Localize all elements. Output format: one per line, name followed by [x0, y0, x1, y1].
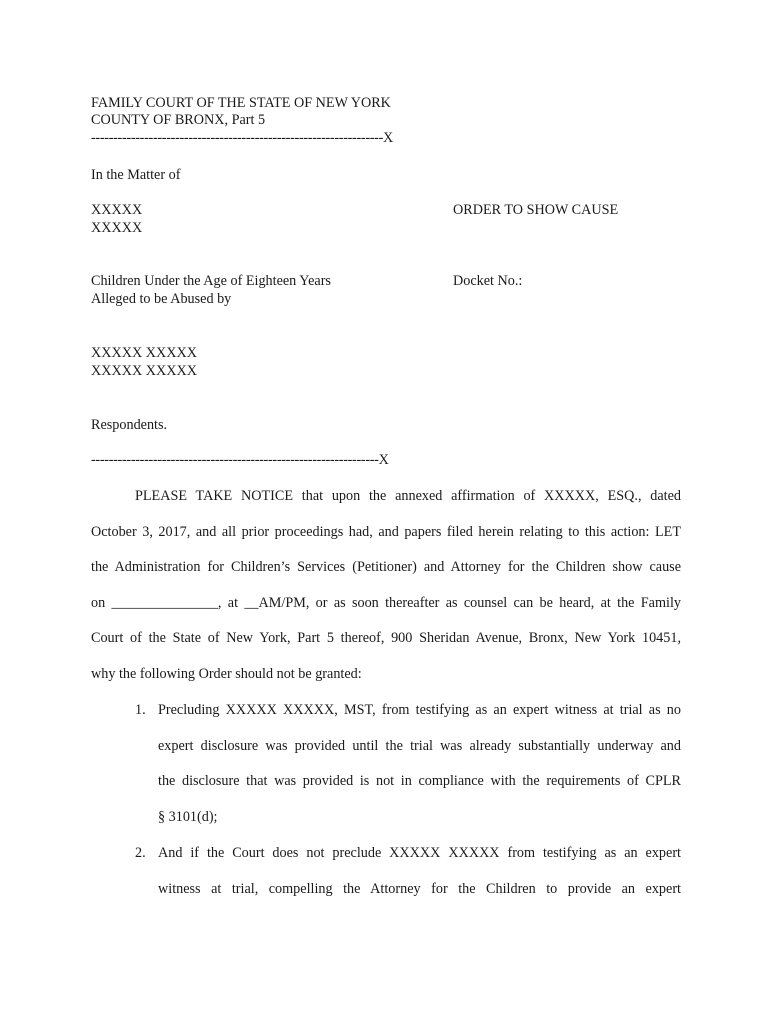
- paragraph-line: on _______________, at __AM/PM, or as soon thereafter as counsel can be heard, at the Family: [91, 595, 681, 611]
- children-description-1: Children Under the Age of Eighteen Years: [91, 273, 331, 289]
- child-name-2: XXXXX: [91, 220, 143, 236]
- paragraph-line: October 3, 2017, and all prior proceedings had, and papers filed herein relating to this action: LET: [91, 524, 681, 540]
- respondent-name-2: XXXXX XXXXX: [91, 363, 198, 379]
- court-name-line: FAMILY COURT OF THE STATE OF NEW YORK: [91, 95, 391, 111]
- in-the-matter-of: In the Matter of: [91, 167, 181, 183]
- paragraph-line: why the following Order should not be granted:: [91, 666, 362, 682]
- list-item-line: Precluding XXXXX XXXXX, MST, from testifying as an expert witness at trial as no: [158, 702, 681, 718]
- list-item-number: 1.: [135, 702, 146, 718]
- paragraph-line: PLEASE TAKE NOTICE that upon the annexed affirmation of XXXXX, ESQ., dated: [135, 488, 681, 504]
- caption-separator-bottom: -----------------------------------------------------------------X: [91, 452, 389, 468]
- respondent-name-1: XXXXX XXXXX: [91, 345, 198, 361]
- document-type-title: ORDER TO SHOW CAUSE: [453, 202, 619, 218]
- docket-number-label: Docket No.:: [453, 273, 523, 289]
- caption-separator-top: ------------------------------------------------------------------X: [91, 130, 393, 146]
- list-item-line: witness at trial, compelling the Attorney for the Children to provide an expert: [158, 881, 681, 897]
- paragraph-line: Court of the State of New York, Part 5 thereof, 900 Sheridan Avenue, Bronx, New York 10451,: [91, 630, 681, 646]
- list-item-number: 2.: [135, 845, 146, 861]
- county-line: COUNTY OF BRONX, Part 5: [91, 112, 266, 128]
- respondents-label: Respondents.: [91, 417, 168, 433]
- list-item-line: the disclosure that was provided is not in compliance with the requirements of CPLR: [158, 773, 681, 789]
- list-item-line: expert disclosure was provided until the trial was already substantially underway and: [158, 738, 681, 754]
- child-name-1: XXXXX: [91, 202, 143, 218]
- list-item-line: § 3101(d);: [158, 809, 218, 825]
- list-item-line: And if the Court does not preclude XXXXX XXXXX from testifying as an expert: [158, 845, 681, 861]
- children-description-2: Alleged to be Abused by: [91, 291, 232, 307]
- paragraph-line: the Administration for Children’s Services (Petitioner) and Attorney for the Children show cause: [91, 559, 681, 575]
